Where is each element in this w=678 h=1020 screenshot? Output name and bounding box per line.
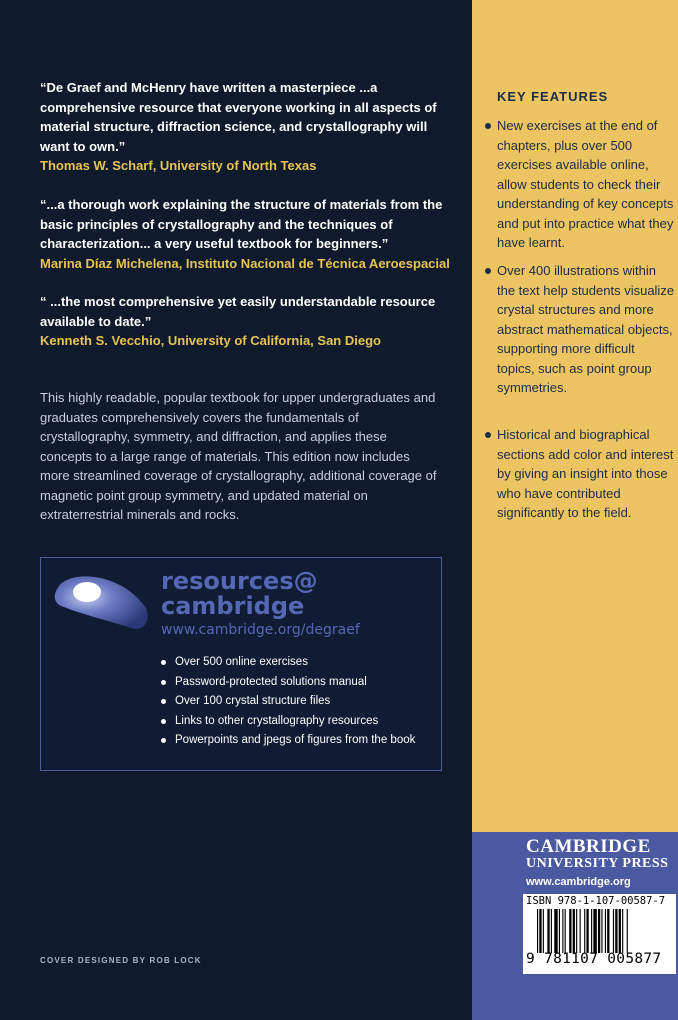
bullet-icon [485,432,491,438]
barcode-bar [605,909,606,953]
barcode-bar [619,909,621,953]
barcode-bar [593,909,596,953]
publisher-name: CAMBRIDGE [526,836,651,857]
key-features-title: KEY FEATURES [497,89,609,104]
cover-credit: COVER DESIGNED BY ROB LOCK [40,956,202,965]
barcode-bar [598,909,600,953]
barcode-bar [580,909,581,953]
quote-text: “De Graef and McHenry have written a masterpiece ...a comprehensive resource that everyone working in all aspects of material structure, diffraction science, and crystallography will want to own.” [40,80,437,154]
review-quote-2 [40,195,450,273]
barcode-bar [601,909,602,953]
list-item: Links to other crystallography resources [161,712,415,732]
barcode-bar [627,909,628,953]
barcode-bar [573,909,575,953]
quote-text: “ ...the most comprehensive yet easily understandable resource available to date.” [40,294,436,329]
barcode-bar [615,909,617,953]
barcode-digits: 9 781107 005877 [526,951,662,967]
publisher-url[interactable]: www.cambridge.org [526,876,631,888]
quote-attribution: Thomas W. Scharf, University of North Texas [40,158,317,173]
barcode-bar [613,909,614,953]
barcode-bars [537,909,667,953]
list-item: Powerpoints and jpegs of figures from the book [161,731,415,751]
barcode-bar [537,909,538,953]
barcode-bar [543,909,544,953]
resources-list [161,653,415,751]
barcode-bar [559,909,560,953]
isbn-barcode [523,894,676,974]
barcode-bar [584,909,585,953]
barcode-bar [586,909,588,953]
isbn-label: ISBN 978-1-107-00587-7 [526,895,666,907]
resources-logo-icon [51,568,151,632]
quote-attribution: Kenneth S. Vecchio, University of California, San Diego [40,333,381,348]
quote-text: “...a thorough work explaining the structure of materials from the basic principles of crystallography and the techniques of characterization... a very useful textbook for beginners.” [40,197,443,251]
barcode-bar [591,909,592,953]
bullet-icon [485,268,491,274]
barcode-bar [562,909,563,953]
bullet-icon [485,123,491,129]
review-quote-3 [40,292,450,351]
barcode-bar [554,909,557,953]
resources-box [40,557,442,771]
key-feature-3: Historical and biographical sections add color and interest by giving an insight into those who have contributed significantly to the field. [497,427,674,520]
barcode-bar [565,909,566,953]
book-description: This highly readable, popular textbook for upper undergraduates and graduates comprehensively covers the fundamentals of crystallography, symmetry, and diffraction, and applies these concepts to a large range of materials. This edition now includes more streamlined coverage of crystallography, additional coverage of magnetic point group symmetry, and updated material on extraterrestrial minerals and rocks. [40,390,437,522]
key-feature-1: New exercises at the end of chapters, plus over 500 exercises available online, allow students to check their understanding of key concepts and put into practice what they have learnt. [497,118,674,250]
key-feature-2: Over 400 illustrations within the text help students visualize crystal structures and more abstract mathematical objects, supporting more difficult topics, such as point group symmetries. [497,263,675,395]
review-quote-1 [40,78,450,176]
list-item: Password-protected solutions manual [161,673,415,693]
barcode-bar [576,909,577,953]
resources-url[interactable]: www.cambridge.org/degraef [161,622,360,638]
barcode-bar [547,909,549,953]
list-item: Over 500 online exercises [161,653,415,673]
barcode-bar [622,909,623,953]
barcode-bar [539,909,541,953]
resources-title-line2: cambridge [161,592,305,620]
barcode-bar [551,909,552,953]
quote-attribution: Marina Díaz Michelena, Instituto Nacional de Técnica Aeroespacial [40,255,450,271]
publisher-subname: UNIVERSITY PRESS [526,856,669,871]
resources-title-line1: resources@ [161,567,318,595]
barcode-bar [569,909,571,953]
list-item: Over 100 crystal structure files [161,692,415,712]
barcode-bar [607,909,609,953]
